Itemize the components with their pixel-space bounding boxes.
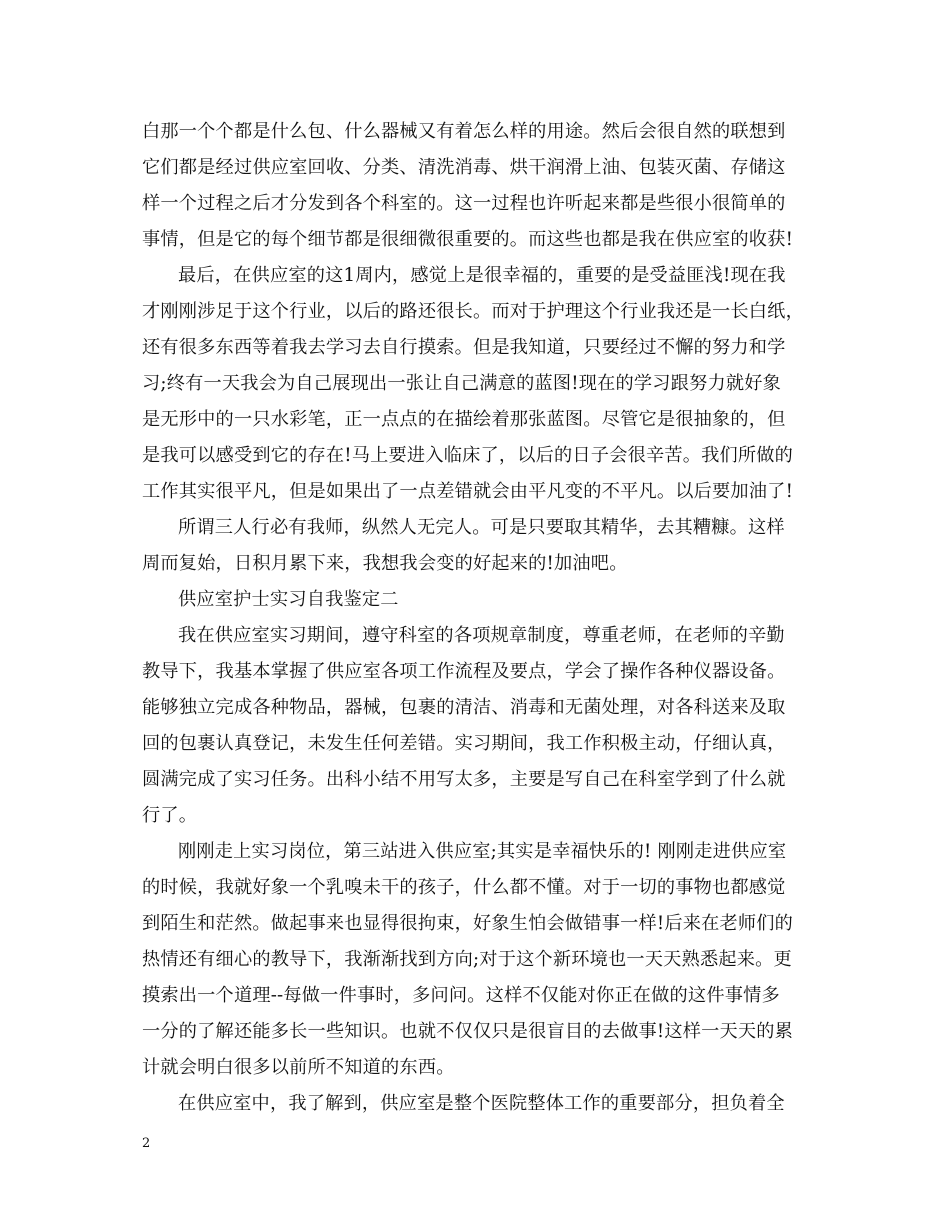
text-line: 计就会明白很多以前所不知道的东西。 xyxy=(142,1057,455,1078)
text-line: 事情，但是它的每个细节都是很细微很重要的。而这些也都是我在供应室的收获! xyxy=(142,229,794,250)
text-line: 才刚刚涉足于这个行业，以后的路还很长。而对于护理这个行业我还是一长白纸， xyxy=(142,301,804,322)
text-line: 教导下，我基本掌握了供应室各项工作流程及要点，学会了操作各种仪器设备。 xyxy=(142,661,786,682)
document-body xyxy=(142,114,812,1122)
text-line: 摸索出一个道理--每做一件事时，多问问。这样不仅能对你正在做的这件事情多 xyxy=(142,985,780,1006)
text-line: 是无形中的一只水彩笔，正一点点的在描绘着那张蓝图。尽管它是很抽象的，但 xyxy=(142,409,786,430)
text-line: 我在供应室实习期间，遵守科室的各项规章制度，尊重老师，在老师的辛勤 xyxy=(178,625,785,646)
text-line: 回的包裹认真登记，未发生任何差错。实习期间，我工作积极主动，仔细认真， xyxy=(142,733,786,754)
text-line: 行了。 xyxy=(142,805,198,826)
text-line: 在供应室中，我了解到，供应室是整个医院整体工作的重要部分，担负着全 xyxy=(178,1093,785,1114)
text-line: 周而复始，日积月累下来，我想我会变的好起来的!加油吧。 xyxy=(142,553,628,574)
text-line: 习;终有一天我会为自己展现出一张让自己满意的蓝图!现在的学习跟努力就好象 xyxy=(142,373,782,394)
text-line: 白那一个个都是什么包、什么器械又有着怎么样的用途。然后会很自然的联想到 xyxy=(142,121,786,142)
text-line: 它们都是经过供应室回收、分类、清洗消毒、烘干润滑上油、包装灭菌、存储这 xyxy=(142,157,786,178)
text-line: 一分的了解还能多长一些知识。也就不仅仅只是很盲目的去做事!这样一天天的累 xyxy=(142,1021,794,1042)
text-line: 样一个过程之后才分发到各个科室的。这一过程也许听起来都是些很小很简单的 xyxy=(142,193,786,214)
text-line: 到陌生和茫然。做起事来也显得很拘束，好象生怕会做错事一样!后来在老师们的 xyxy=(142,913,794,934)
text-line: 圆满完成了实习任务。出科小结不用写太多，主要是写自己在科室学到了什么就 xyxy=(142,769,786,790)
paragraph-2 xyxy=(142,258,812,510)
text-line: 热情还有细心的教导下，我渐渐找到方向;对于这个新环境也一天天熟悉起来。更 xyxy=(142,949,792,970)
section-heading xyxy=(142,582,812,618)
paragraph-5 xyxy=(142,834,812,1086)
paragraph-1 xyxy=(142,114,812,258)
paragraph-3 xyxy=(142,510,812,582)
text-line: 是我可以感受到它的存在!马上要进入临床了，以后的日子会很辛苦。我们所做的 xyxy=(142,445,794,466)
text-line: 所谓三人行必有我师，纵然人无完人。可是只要取其精华，去其糟糠。这样 xyxy=(178,517,785,538)
text-line: 的时候，我就好象一个乳嗅未干的孩子，什么都不懂。对于一切的事物也都感觉 xyxy=(142,877,786,898)
text-line: 能够独立完成各种物品，器械，包裹的清洁、消毒和无菌处理，对各科送来及取 xyxy=(142,697,786,718)
paragraph-6 xyxy=(142,1086,812,1122)
text-line: 工作其实很平凡，但是如果出了一点差错就会由平凡变的不平凡。以后要加油了! xyxy=(142,481,794,502)
text-line: 最后，在供应室的这1周内，感觉上是很幸福的，重要的是受益匪浅!现在我 xyxy=(178,265,786,286)
text-line: 还有很多东西等着我去学习去自行摸索。但是我知道，只要经过不懈的努力和学 xyxy=(142,337,786,358)
text-line: 刚刚走上实习岗位，第三站进入供应室;其实是幸福快乐的! 刚刚走进供应室 xyxy=(178,841,787,862)
paragraph-4 xyxy=(142,618,812,834)
heading-line: 供应室护士实习自我鉴定二 xyxy=(178,589,399,610)
page-number: 2 xyxy=(142,1136,151,1151)
